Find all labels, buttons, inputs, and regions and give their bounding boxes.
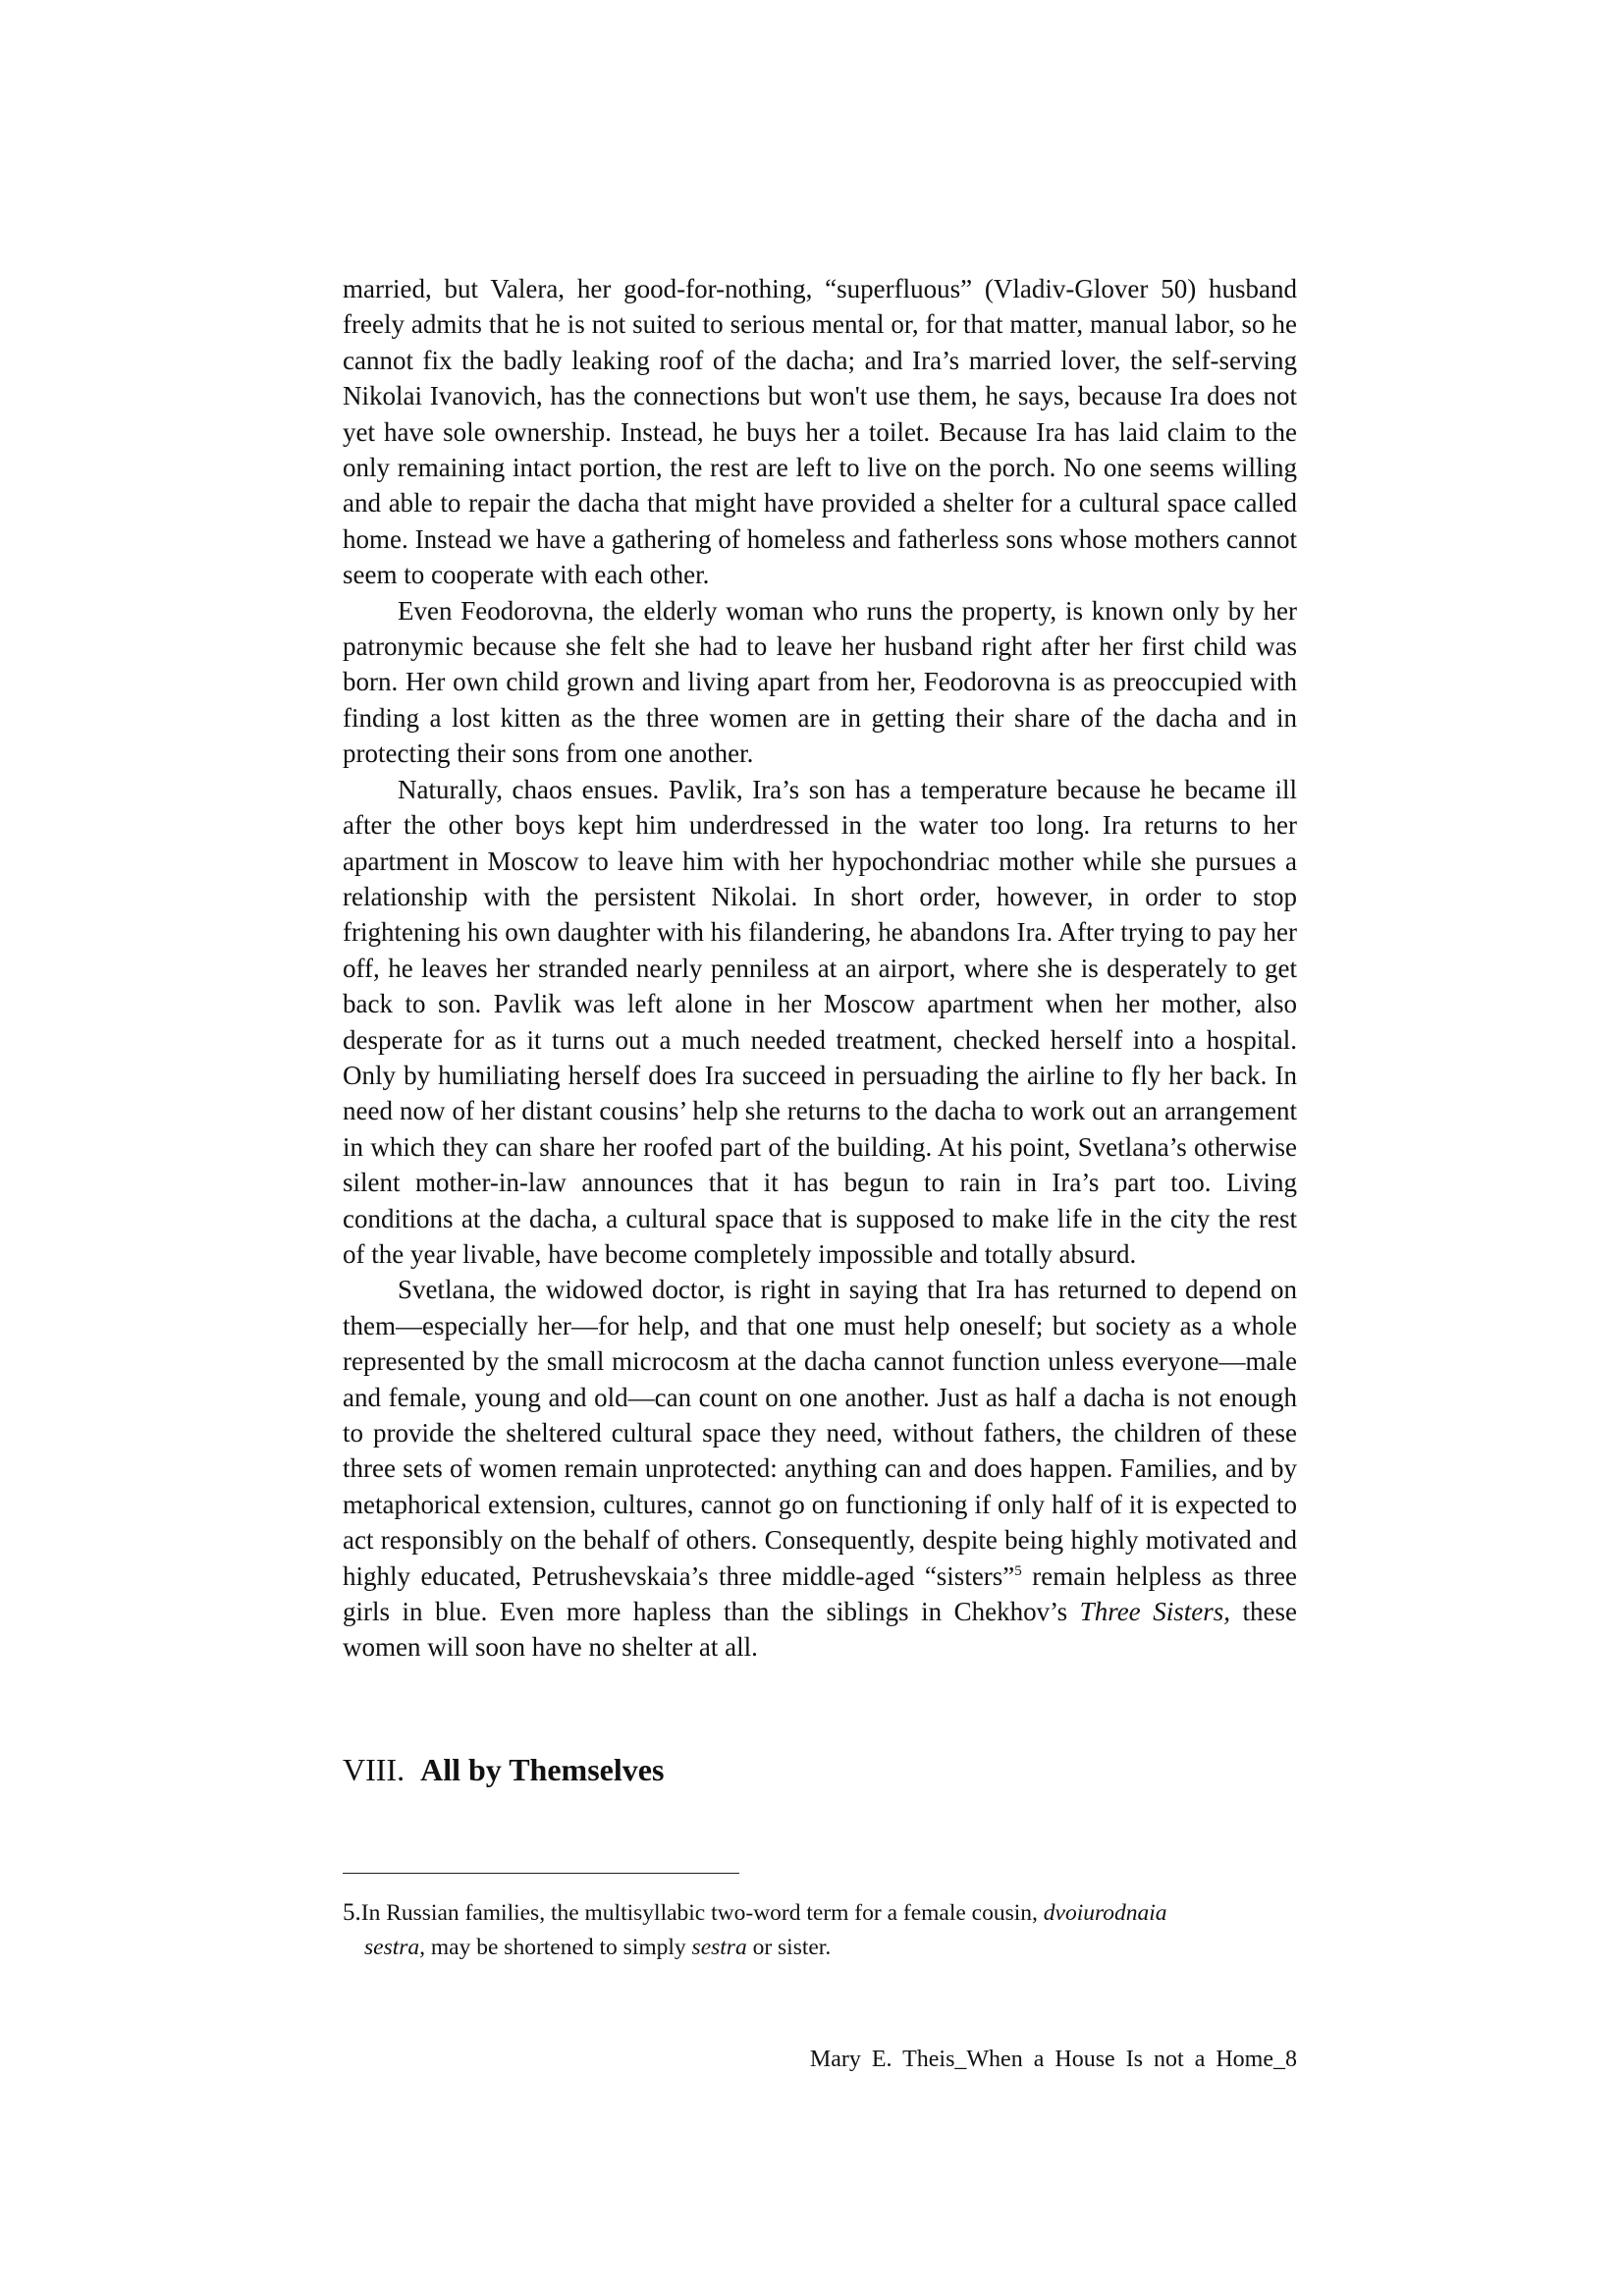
book-title-italic: Three Sisters, (1079, 1597, 1230, 1627)
paragraph-4 (343, 1272, 1297, 1665)
footnote-separator (343, 1873, 739, 1874)
footnote-italic-1: dvoiurodnaia (1043, 1900, 1167, 1926)
paragraph-4-text-b: remain helpless as three girls in blue. Even more hapless than the siblings in Chekhov’s (343, 1560, 1297, 1627)
section-title: All by Themselves (420, 1752, 665, 1787)
paragraph-4-text-c: these women will soon have no shelter at all. (343, 1597, 1297, 1663)
running-footer: Mary E. Theis_When a House Is not a Home_8 (809, 2047, 1297, 2072)
paragraph-3: Naturally, chaos ensues. Pavlik, Ira’s son has a temperature because he became ill after the other boys kept him underdressed in the water too long. Ira returns to her apartment in Moscow to leave him with her hypochondriac mother while she pursues a relationship with the persistent Nikolai. In short order, however, in order to stop frightening his own daughter with his filandering, he abandons Ira. After trying to pay her off, he leaves her stranded nearly penniless at an airport, where she is desperately to get back to son. Pavlik was left alone in her Moscow apartment when her mother, also desperate for as it turns out a much needed treatment, checked herself into a hospital. Only by humiliating herself does Ira succeed in persuading the airline to fly her back. In need now of her distant cousins’ help she returns to the dacha to work out an arrangement in which they can share her roofed part of the building. At his point, Svetlana’s otherwise silent mother-in-law announces that it has begun to rain in Ira’s part too. Living conditions at the dacha, a cultural space that is supposed to make life in the city the rest of the year livable, have become completely impossible and totally absurd. (343, 774, 1297, 1269)
footnote-number: 5. (343, 1899, 361, 1926)
section-heading (343, 1750, 664, 1789)
paragraph-2: Even Feodorovna, the elderly woman who runs the property, is known only by her patronymic because she felt she had to leave her husband right after her first child was born. Her own child grown and living apart from her, Feodorovna is as preoccupied with finding a lost kitten as the three women are in getting their share of the dacha and in protecting their sons from one another. (343, 595, 1297, 769)
paragraph-1: married, but Valera, her good-for-nothing, “superfluous” (Vladiv-Glover 50) husband freely admits that he is not suited to serious mental or, for that matter, manual labor, so he cannot fix the badly leaking roof of the dacha; and Ira’s married lover, the self-serving Nikolai Ivanovich, has the connections but won't use them, he says, because Ira does not yet have sole ownership. Instead, he buys her a toilet. Because Ira has laid claim to the only remaining intact portion, the rest are left to live on the porch. No one seems willing and able to repair the dacha that might have provided a shelter for a cultural space called home. Instead we have a gathering of homeless and fatherless sons whose mothers cannot seem to cooperate with each other. (343, 274, 1297, 590)
footnote-italic-3: sestra (691, 1935, 747, 1960)
footnote (343, 1895, 1297, 1965)
footnote-text-a: In Russian families, the multisyllabic two-word term for a female cousin, (360, 1900, 1044, 1926)
footnote-reference: 5 (1014, 1562, 1022, 1579)
body-text (343, 271, 1297, 1666)
footnote-text-b: may be shortened to simply (425, 1935, 692, 1960)
footnote-italic-2: sestra, (364, 1935, 426, 1960)
footnote-continuation (343, 1935, 831, 1960)
section-number: VIII. (343, 1752, 406, 1787)
paragraph-4-text-a: Svetlana, the widowed doctor, is right in saying that Ira has returned to depend on them—especially her—for help, and that one must help oneself; but society as a whole represented by the small microcosm at the dacha cannot function unless everyone—male and female, young and old—can count on one another. Just as half a dacha is not enough to provide the sheltered cultural space they need, without fathers, the children of these three sets of women remain unprotected: anything can and does happen. Families, and by metaphorical extension, cultures, cannot go on functioning if only half of it is expected to act responsibly on the behalf of others. Consequently, despite being highly motivated and highly educated, Petrushevskaia’s three middle-aged “sisters” (343, 1275, 1297, 1591)
footnote-text-c: or sister. (746, 1935, 832, 1960)
